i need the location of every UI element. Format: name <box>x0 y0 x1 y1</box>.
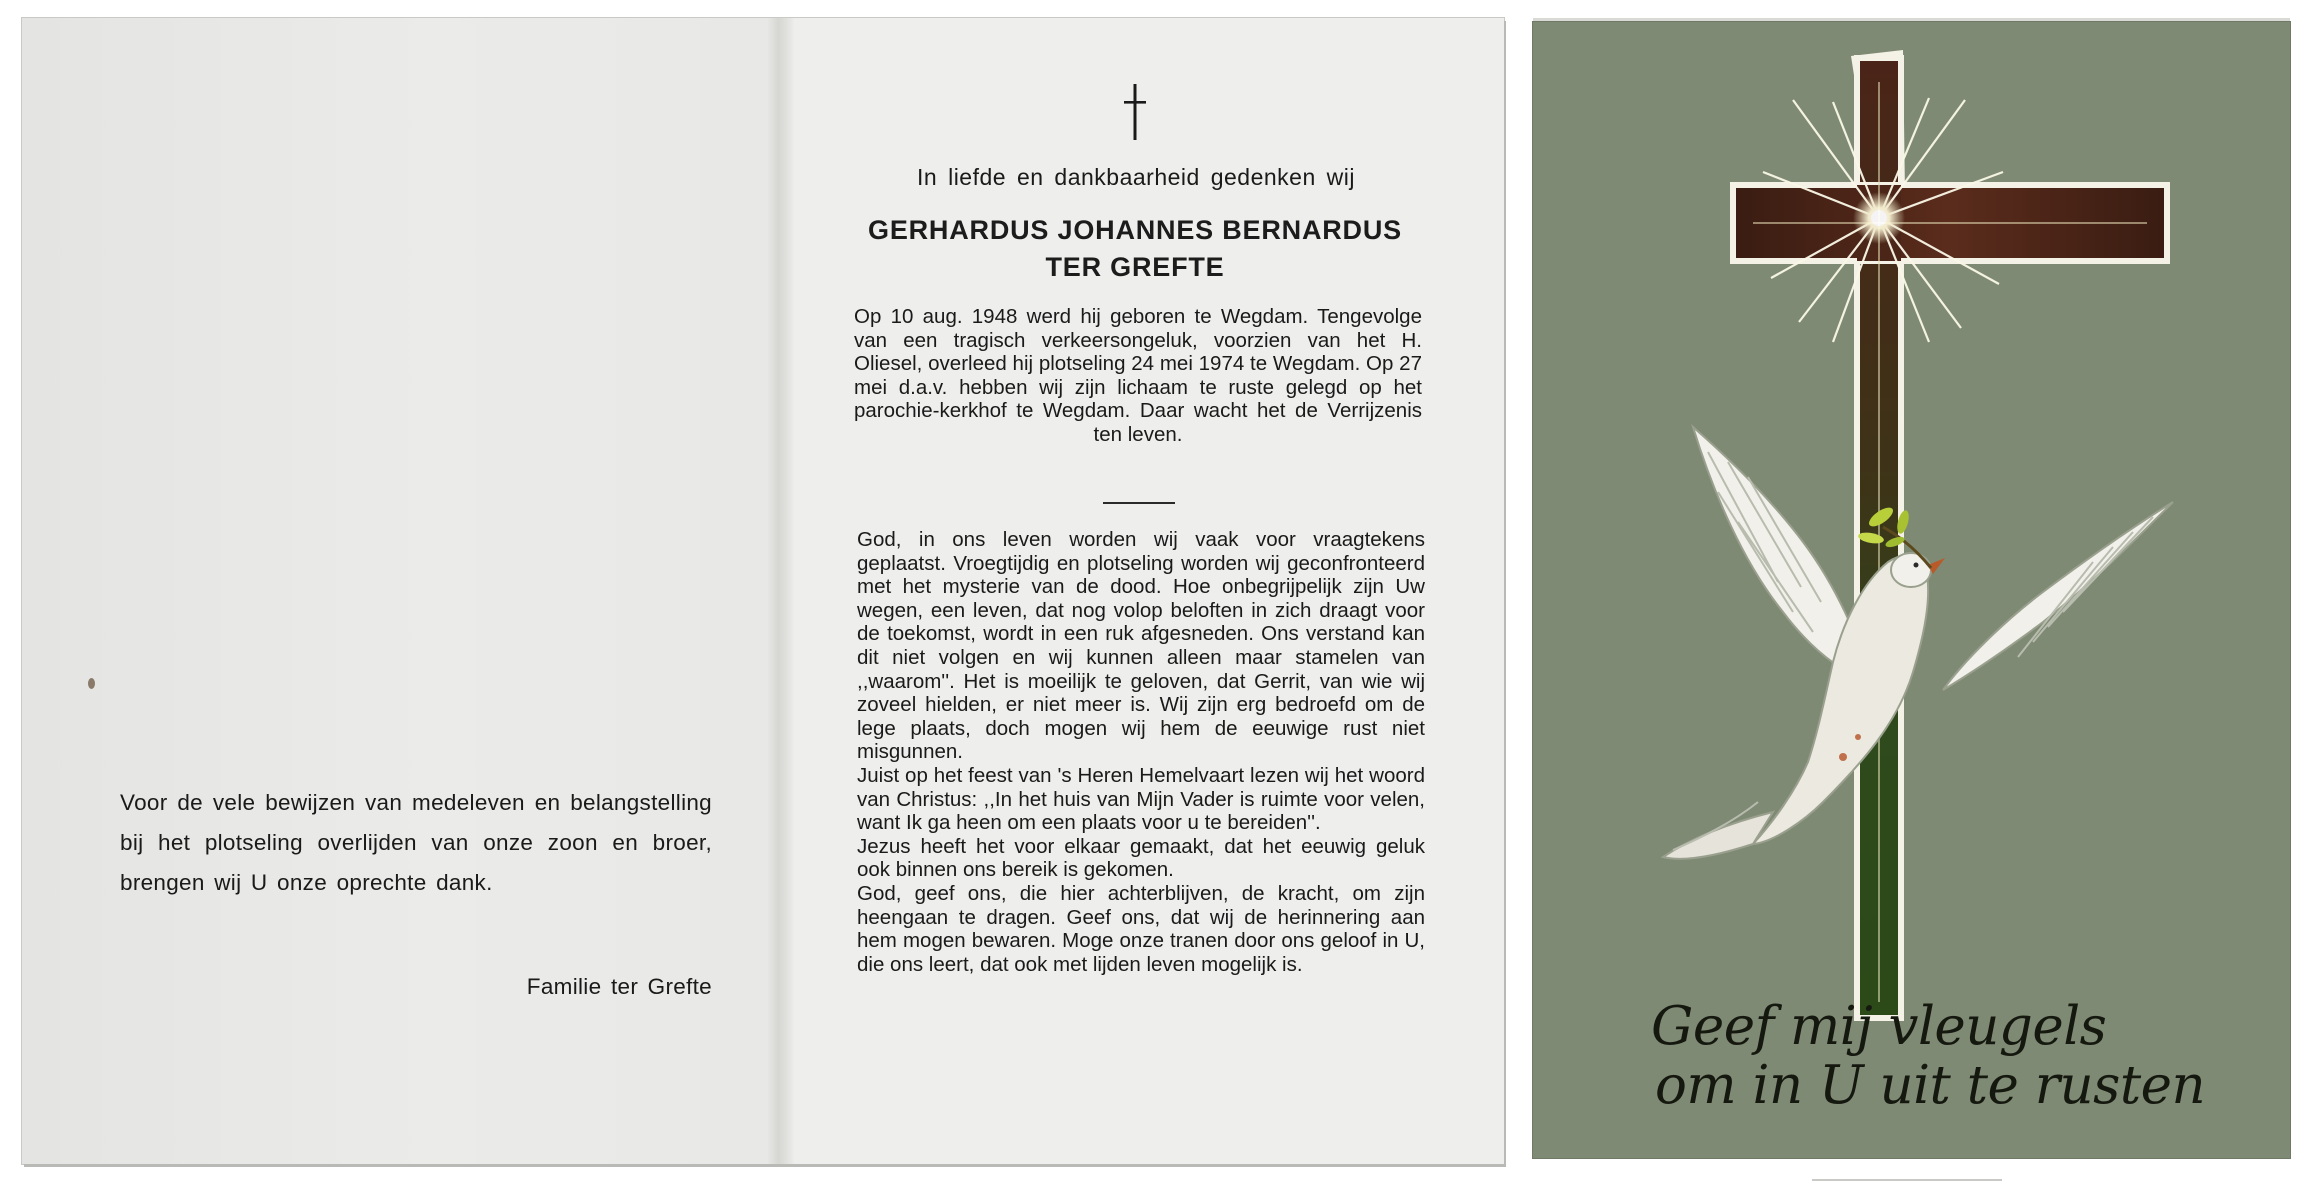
caption-line2: om in U uit te rusten <box>1655 1055 2206 1116</box>
picture-caption <box>1651 997 2271 1115</box>
thanks-text: Voor de vele bewijzen van medeleven en belangstelling bij het plotseling overlijden van onze zoon en broer, brengen wij U onze oprechte dank. <box>120 790 712 895</box>
prayer-paragraph: God, geef ons, die hier achterblijven, de kracht, om zijn heengaan te dragen. Geef ons, dat wij de herinnering aan hem mogen bewaren. Moge onze tranen door ons geloof in U, die ons leert, dat ook met lijden leven mogelijk is. <box>857 881 1425 976</box>
picture-card <box>1533 22 2290 1158</box>
thanks-panel <box>22 18 768 1164</box>
biography: Op 10 aug. 1948 werd hij geboren te Wegdam. Tengevolge van een tragisch verkeersongeluk, voorzien van het H. Oliesel, overleed hij plotseling 24 mei 1974 te Wegdam. Op 27 mei d.a.v. hebben wij zijn lichaam te ruste gelegd op het parochie-kerkhof te Wegdam. Daar wacht het de Verrijzenis ten leven. <box>854 305 1422 446</box>
deceased-name <box>835 212 1435 286</box>
dove-icon <box>1663 427 2173 859</box>
picture-card-shadow-line <box>1812 1179 2002 1181</box>
deceased-name-line1: GERHARDUS JOHANNES BERNARDUS <box>868 215 1402 245</box>
deceased-name-line2: TER GREFTE <box>1045 252 1225 282</box>
cross-and-dove-illustration <box>1533 22 2290 1158</box>
paper-speck <box>88 678 95 689</box>
caption-line1: Geef mij vleugels <box>1651 996 2107 1057</box>
small-cross-icon <box>1123 84 1147 140</box>
prayer-paragraph: God, in ons leven worden wij vaak voor vraagtekens geplaatst. Vroegtijdig en plotseling worden wij geconfronteerd met het mysterie van de dood. Hoe onbegrijpelijk zijn Uw wegen, een leven, dat nog volop beloften in zich draagt voor de toekomst, wordt in een ruk afgesneden. Ons verstand kan dit niet volgen en wij kunnen alleen maar stamelen van ,,waarom''. Het is moeilijk te geloven, dat Gerrit, van wie wij zoveel hielden, er niet meer is. Wij zijn erg bedroefd om de lege plaats, doch mogen wij hem de eeuwige rust niet misgunnen. <box>857 528 1425 764</box>
prayer-paragraph: Juist op het feest van 's Heren Hemelvaart lezen wij het woord van Christus: ,,In het huis van Mijn Vader is ruimte voor velen, want Ik ga heen om een plaats voor u te bereiden''. <box>857 763 1425 835</box>
family-signature: Familie ter Grefte <box>526 974 712 999</box>
card-fold <box>768 18 794 1164</box>
prayer-paragraph: Jezus heeft het voor elkaar gemaakt, dat het eeuwig geluk ook binnen ons bereik is gekomen. <box>857 834 1425 882</box>
memorial-intro: In liefde en dankbaarheid gedenken wij <box>917 164 1355 190</box>
prayer-text <box>857 528 1425 976</box>
section-divider <box>1103 502 1175 504</box>
